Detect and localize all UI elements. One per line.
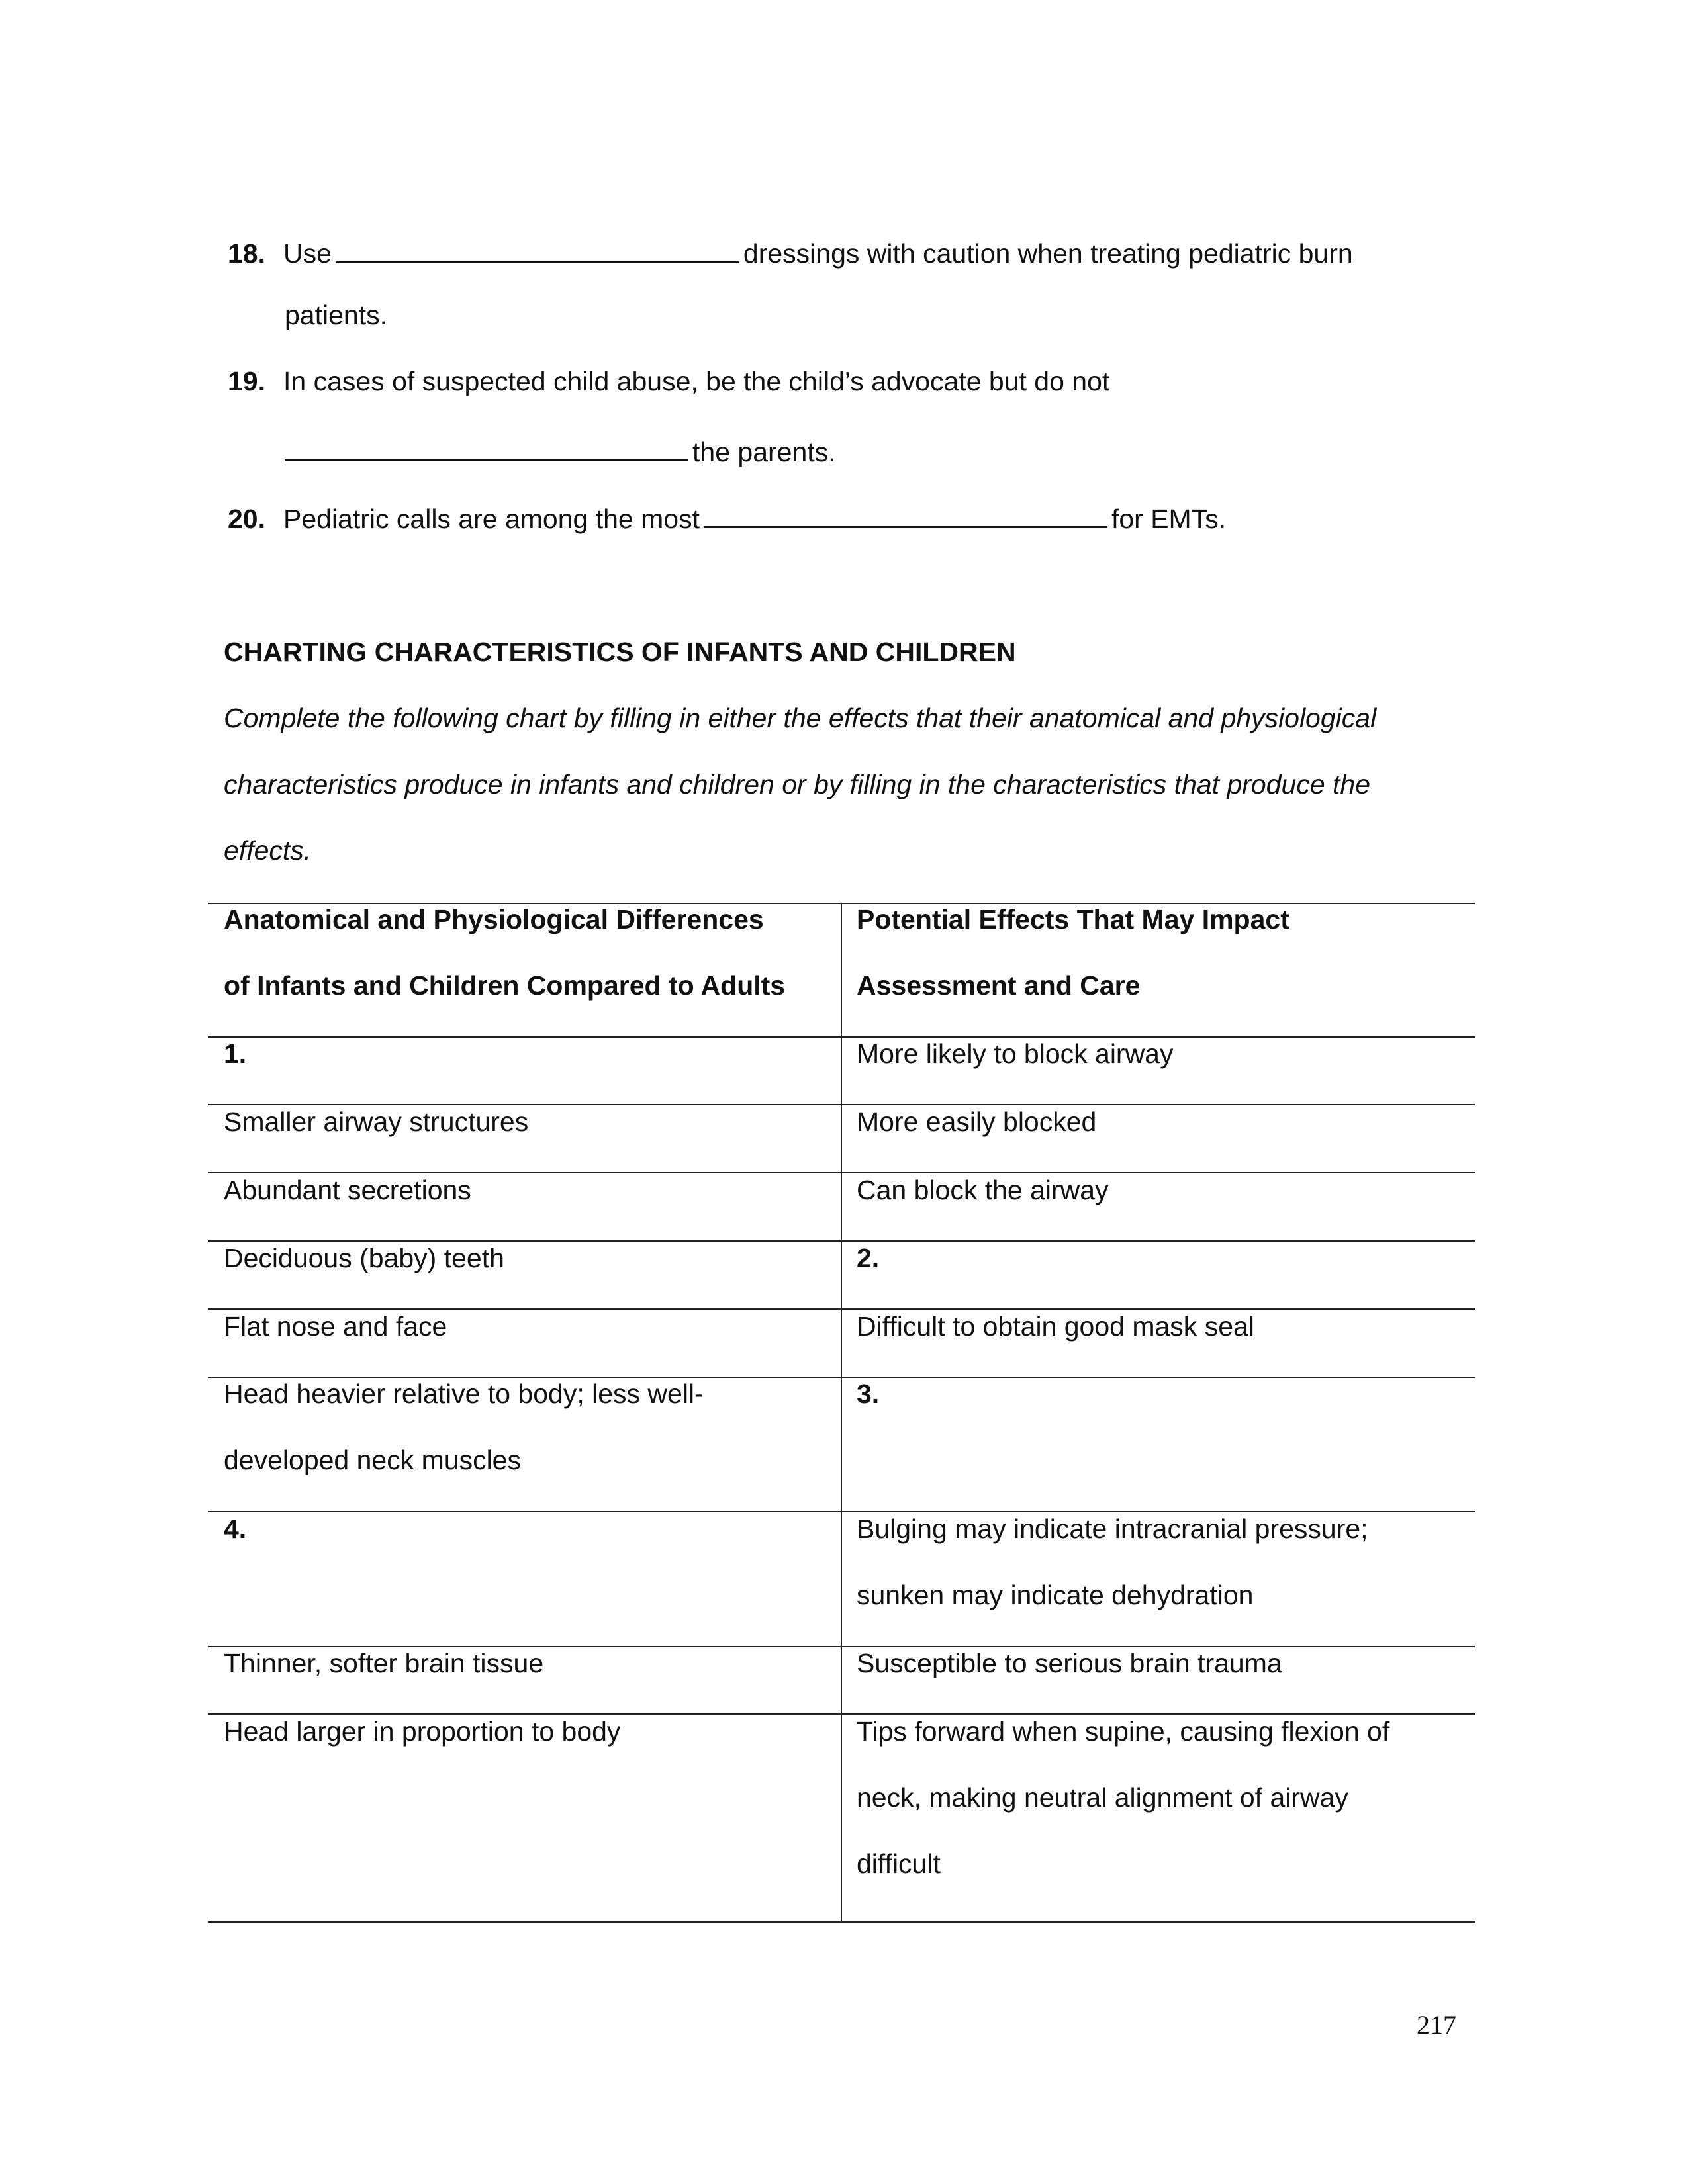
instructions-line: characteristics produce in infants and children or by filling in the characteristics that produce the [224,769,1371,799]
table-header-right: Potential Effects That May Impact [857,904,1289,934]
question-number: 19. [228,366,265,396]
question-18-continuation: patients. [285,300,387,330]
table-cell: Smaller airway structures [224,1107,529,1137]
table-cell: More easily blocked [857,1107,1097,1137]
table-cell: Can block the airway [857,1175,1109,1205]
table-cell: Abundant secretions [224,1175,471,1205]
page-number: 217 [1417,2010,1456,2040]
answer-blank[interactable] [704,501,1107,528]
question-20 [228,501,1226,533]
answer-blank[interactable] [285,434,688,461]
table-cell-answer-4[interactable]: 4. [224,1514,247,1544]
table-cell: Deciduous (baby) teeth [224,1243,504,1273]
table-cell: sunken may indicate dehydration [857,1580,1254,1610]
question-18 [228,236,1353,267]
table-header-right: Assessment and Care [857,970,1141,1001]
table-cell: Flat nose and face [224,1311,447,1342]
table-column-divider [841,903,842,1922]
table-cell: Susceptible to serious brain trauma [857,1648,1282,1678]
question-text-before: Pediatric calls are among the most [283,504,700,534]
question-text-after: the parents. [692,437,836,467]
table-cell: Head larger in proportion to body [224,1716,621,1747]
question-text: In cases of suspected child abuse, be the child’s advocate but do not [283,366,1110,396]
table-cell: difficult [857,1848,941,1879]
table-cell-answer-3[interactable]: 3. [857,1379,880,1409]
question-text-after: for EMTs. [1111,504,1227,534]
instructions-line: effects. [224,835,312,866]
table-cell: Bulging may indicate intracranial pressure; [857,1514,1368,1544]
table-cell: Difficult to obtain good mask seal [857,1311,1254,1342]
question-19-continuation [285,434,836,466]
table-cell: More likely to block airway [857,1038,1174,1069]
table-cell: neck, making neutral alignment of airway [857,1782,1348,1813]
question-text-after: dressings with caution when treating pediatric burn [743,238,1353,269]
table-cell-answer-1[interactable]: 1. [224,1038,247,1069]
question-19 [228,368,1109,395]
table-cell-answer-2[interactable]: 2. [857,1243,880,1273]
instructions-line: Complete the following chart by filling in either the effects that their anatomical and physiological [224,703,1377,733]
table-cell: Tips forward when supine, causing flexion of [857,1716,1390,1747]
table-header-left: of Infants and Children Compared to Adults [224,970,786,1001]
answer-blank[interactable] [336,236,739,263]
question-text-before: Use [283,238,332,269]
question-number: 18. [228,238,265,269]
section-title: CHARTING CHARACTERISTICS OF INFANTS AND CHILDREN [224,637,1016,667]
table-cell: Thinner, softer brain tissue [224,1648,544,1678]
table-cell: Head heavier relative to body; less well- [224,1379,704,1409]
table-cell: developed neck muscles [224,1445,521,1475]
table-header-left: Anatomical and Physiological Differences [224,904,764,934]
question-number: 20. [228,504,265,534]
